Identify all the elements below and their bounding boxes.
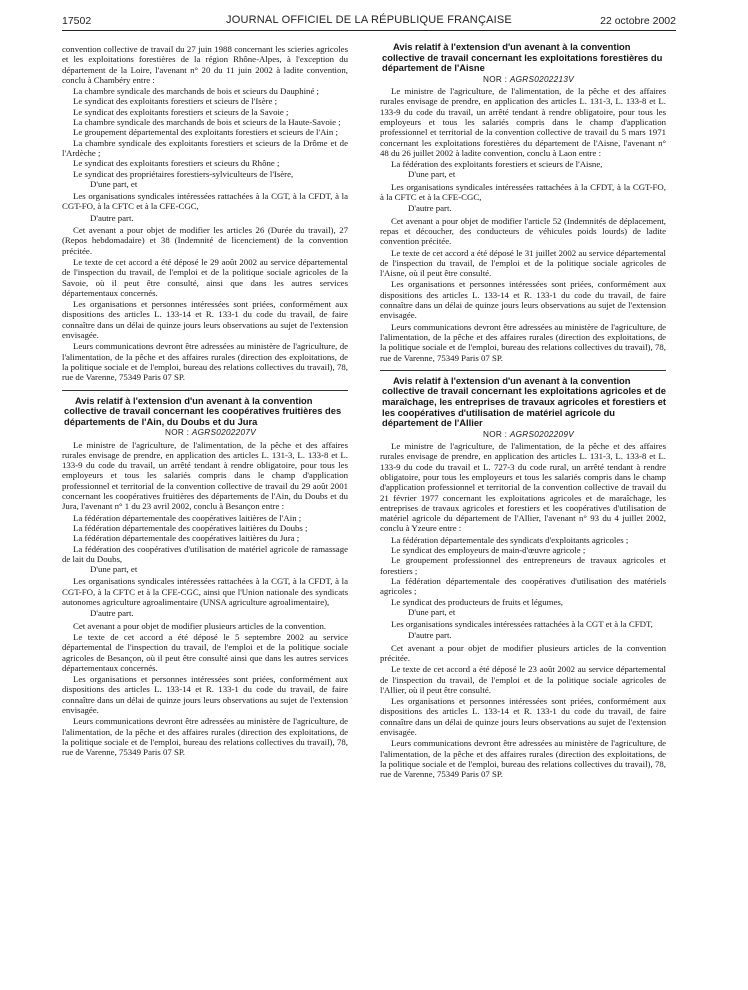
party-second: D'autre part. <box>90 212 134 223</box>
signatory: La fédération départementale des syndicats d'exploitants agricoles ; <box>391 534 629 545</box>
party-first: D'une part, et <box>408 606 456 617</box>
signatory: Le syndicat des exploitants forestiers et scieurs de la Savoie ; <box>73 106 289 117</box>
unions-paragraph: Les organisations syndicales intéressées rattachées à la CGT, à la CFDT, à la CGT-FO, à la CFTC et à la CFE-CGC, ainsi que l'Union nationale des syndicats autonomes agriculture agroalimentaire (UNSA agriculture agroalimentaire), <box>62 576 348 608</box>
observations-paragraph: Les organisations et personnes intéressées sont priées, conformément aux dispositions des articles L. 133-14 et R. 133-1 du code du travail, de faire connaître dans un délai de quinze jours leurs observations au sujet de l'extension envisagée. <box>62 299 348 341</box>
signatory: La chambre syndicale des marchands de bois et scieurs de la Haute-Savoie ; <box>73 117 341 128</box>
nor-label: NOR : <box>165 428 190 438</box>
observations-paragraph: Les organisations et personnes intéressées sont priées, conformément aux dispositions des articles L. 133-14 et R. 133-1 du code du travail, de faire connaître dans un délai de quinze jours leurs observations au sujet de l'extension envisagée. <box>62 674 348 715</box>
deposit-paragraph: Le texte de cet accord a été déposé le 29 août 2002 au service départemental de l'inspection du travail, de l'emploi et de la politique sociale agricoles de la Savoie, où il peut être consulté, ainsi que dans les autres services départementaux concernés. <box>62 256 348 298</box>
publication-date: 22 octobre 2002 <box>600 15 676 27</box>
notice-intro: Le ministre de l'agriculture, de l'alimentation, de la pêche et des affaires rurales envisage de prendre, en application des articles L. 131-3, L. 133-8 et L. 133-9 du code du travail, un arrêté tendant à rendre obligatoire, pour tous les employeurs et tous les salariés compris dans le champ d'application professionnel et territorial de la convention collective de travail du 29 août 2001 concernant les coopératives fruitières des départements de l'Ain, du Doubs et du Jura, l'avenant n° 1 du 23 avril 2002, conclu à Besançon entre : <box>62 439 348 512</box>
signatory: La fédération départementale des coopératives d'utilisation des matériels agricoles ; <box>380 575 666 597</box>
address-paragraph: Leurs communications devront être adressées au ministère de l'agriculture, de l'alimentation, de la pêche et des affaires rurales (direction des exploitations, de la politique sociale et de l'emploi, bureau des relations collectives du travail), 78, rue de Varenne, 75349 Paris 07 SP. <box>62 341 348 383</box>
signatory: Le syndicat des exploitants forestiers et scieurs du Rhône ; <box>73 158 280 169</box>
object-paragraph: Cet avenant a pour objet de modifier l'article 52 (Indemnités de déplacement, repas et découcher, des conducteurs de véhicules poids lourds) de ladite convention précitée. <box>380 215 666 247</box>
address-paragraph: Leurs communications devront être adressées au ministère de l'agriculture, de l'alimentation, de la pêche et des affaires rurales (direction des exploitations, de la politique sociale et de l'emploi, bureau des relations collectives du travail), 78, rue de Varenne, 75349 Paris 07 SP. <box>62 716 348 758</box>
page-number: 17502 <box>62 15 92 27</box>
nor-label: NOR : <box>483 429 508 439</box>
notice-title: Avis relatif à l'extension d'un avenant à la convention collective de travail concernant les coopératives fruitières des départements de l'Ain, du Doubs et du Jura <box>64 394 342 427</box>
object-paragraph: Cet avenant a pour objet de modifier plusieurs articles de la convention. <box>73 620 327 631</box>
nor-code: AGRS0202207V <box>191 428 256 438</box>
left-column <box>62 44 348 758</box>
deposit-paragraph: Le texte de cet accord a été déposé le 23 août 2002 au service départemental de l'inspection du travail, de l'emploi et de la politique sociale agricoles de l'Allier, où il peut être consulté. <box>380 664 666 695</box>
signatory: La fédération des exploitants forestiers et scieurs de l'Aisne, <box>391 159 603 170</box>
object-paragraph: Cet avenant a pour objet de modifier les articles 26 (Durée du travail), 27 (Repos hebdomadaire) et 38 (Indemnité de licenciement) de la convention précitée. <box>62 225 348 256</box>
observations-paragraph: Les organisations et personnes intéressées sont priées, conformément aux dispositions des articles L. 133-14 et R. 133-1 du code du travail, de faire connaître dans un délai de quinze jours leurs observations au sujet de l'extension envisagée. <box>380 696 666 738</box>
party-second: D'autre part. <box>90 608 134 619</box>
deposit-paragraph: Le texte de cet accord a été déposé le 5 septembre 2002 au service départemental de l'inspection du travail, de l'emploi et de la politique sociale agricoles de Besançon, où il peut être consulté ainsi que dans les autres services départementaux concernés. <box>62 631 348 673</box>
signatory: Le syndicat des propriétaires forestiers-sylviculteurs de l'Isère, <box>73 168 294 179</box>
signatory: Le syndicat des employeurs de main-d'œuvre agricole ; <box>391 545 586 556</box>
journal-title: JOURNAL OFFICIEL DE LA RÉPUBLIQUE FRANÇAISE <box>226 14 512 26</box>
party-first: D'une part, et <box>408 169 456 180</box>
notice-title: Avis relatif à l'extension d'un avenant à la convention collective de travail concernant les exploitations forestières du département de l'Aisne <box>382 41 663 74</box>
notice-intro: Le ministre de l'agriculture, de l'alimentation, de la pêche et des affaires rurales envisage de prendre, en application des articles L. 131-3, L. 133-8 et L. 133-9 du code du travail, un arrêté tendant à rendre obligatoire, pour tous les employeurs et tous les salariés compris dans le champ d'application professionnel et territorial de la convention collective de travail du 5 mars 1971 concernant les exploitations forestières du département de l'Aisne, l'avenant n° 48 du 26 juillet 2002 à ladite convention, conclu à Laon entre : <box>380 86 666 158</box>
party-second: D'autre part. <box>408 630 452 641</box>
signatory: La fédération départementale des coopératives laitières de l'Ain ; <box>73 512 302 523</box>
unions-paragraph: Les organisations syndicales intéressées rattachées à la CFDT, à la CGT-FO, à la CFTC et à la CFE-CGC, <box>380 181 666 203</box>
observations-paragraph: Les organisations et personnes intéressées sont priées, conformément aux dispositions des articles L. 133-14 et R. 133-1 du code du travail, de faire connaître dans un délai de quinze jours leurs observations au sujet de l'extension envisagée. <box>380 279 666 321</box>
nor-reference <box>380 75 666 85</box>
signatory: La fédération départementale des coopératives laitières du Doubs ; <box>73 522 308 533</box>
object-paragraph: Cet avenant a pour objet de modifier plusieurs articles de la convention précitée. <box>380 642 666 663</box>
notice-title: Avis relatif à l'extension d'un avenant à la convention collective de travail concernant les exploitations agricoles et de maraîchage, les entreprises de travaux agricoles et forestiers et les coopératives d'utilisation de matériel agricole du département de l'Allier <box>382 374 666 429</box>
signatory: La fédération départementale des coopératives laitières du Jura ; <box>73 533 300 544</box>
header-rule <box>62 30 676 31</box>
nor-code: AGRS0202213V <box>509 74 574 84</box>
party-first: D'une part, et <box>90 564 138 575</box>
address-paragraph: Leurs communications devront être adressées au ministère de l'agriculture, de l'alimentation, de la pêche et des affaires rurales (direction des exploitations, de la politique sociale et de l'emploi, bureau des relations collectives du travail), 78, rue de Varenne, 75349 Paris 07 SP. <box>380 321 666 363</box>
unions-paragraph: Les organisations syndicales intéressées rattachées à la CGT et à la CFDT, <box>391 619 653 630</box>
nor-label: NOR : <box>483 74 508 84</box>
address-paragraph: Leurs communications devront être adressées au ministère de l'agriculture, de l'alimentation, de la pêche et des affaires rurales (direction des exploitations, de la politique sociale et de l'emploi, bureau des relations collectives du travail), 78, rue de Varenne, 75349 Paris 07 SP. <box>380 738 666 780</box>
party-second: D'autre part. <box>408 203 452 214</box>
signatory: Le syndicat des producteurs de fruits et légumes, <box>391 596 563 607</box>
signatory: La fédération des coopératives d'utilisation de matériel agricole de ramassage de lait du Doubs, <box>62 543 348 564</box>
nor-reference <box>62 428 348 438</box>
notice-intro: Le ministre de l'agriculture, de l'alimentation, de la pêche et des affaires rurales envisage de prendre, en application des articles L. 131-3, L. 133-8 et L. 133-9 du code du travail et L. 727-3 du code rural, un arrêté tendant à rendre obligatoire, pour tous les employeurs et tous les salariés compris dans le champ d'application professionnel et territorial de la convention collective de travail du 21 février 1977 concernant les exploitations agricoles et de maraîchage, les entreprises de travaux agricoles et forestiers et les coopératives d'utilisation de matériel agricole du département de l'Allier, l'avenant n° 93 du 4 juillet 2002, conclu à Yzeure entre : <box>380 441 666 534</box>
unions-paragraph: Les organisations syndicales intéressées rattachées à la CGT, à la CFDT, à la CGT-FO, à la CFTC et à la CFE-CGC, <box>62 191 348 212</box>
deposit-paragraph: Le texte de cet accord a été déposé le 31 juillet 2002 au service départemental de l'inspection du travail, de l'emploi et de la politique sociale agricoles de l'Aisne, où il peut être consulté. <box>380 247 666 279</box>
nor-code: AGRS0202209V <box>509 429 574 439</box>
party-first: D'une part, et <box>90 178 138 189</box>
nor-reference <box>380 430 666 440</box>
signatory: La chambre syndicale des marchands de bois et scieurs du Dauphiné ; <box>73 86 319 97</box>
signatory: Le groupement professionnel des entrepreneurs de travaux agricoles et forestiers ; <box>380 555 666 576</box>
right-column <box>380 42 666 781</box>
signatory: Le syndicat des exploitants forestiers et scieurs de l'Isère ; <box>73 96 278 107</box>
signatory: La chambre syndicale des exploitants forestiers et scieurs de la Drôme et de l'Ardèche ; <box>62 137 348 158</box>
section-divider <box>62 390 348 391</box>
continuation-intro: convention collective de travail du 27 juin 1988 concernant les scieries agricoles et les exploitations forestières de la région Rhône-Alpes, à l'exception du département de la Loire, l'avenant n° 20 du 11 juin 2002 à ladite convention, conclu à Chambéry entre : <box>62 44 348 85</box>
page-header <box>62 11 676 31</box>
signatory: Le groupement départemental des exploitants forestiers et scieurs de l'Ain ; <box>73 127 338 138</box>
section-divider <box>380 370 666 371</box>
